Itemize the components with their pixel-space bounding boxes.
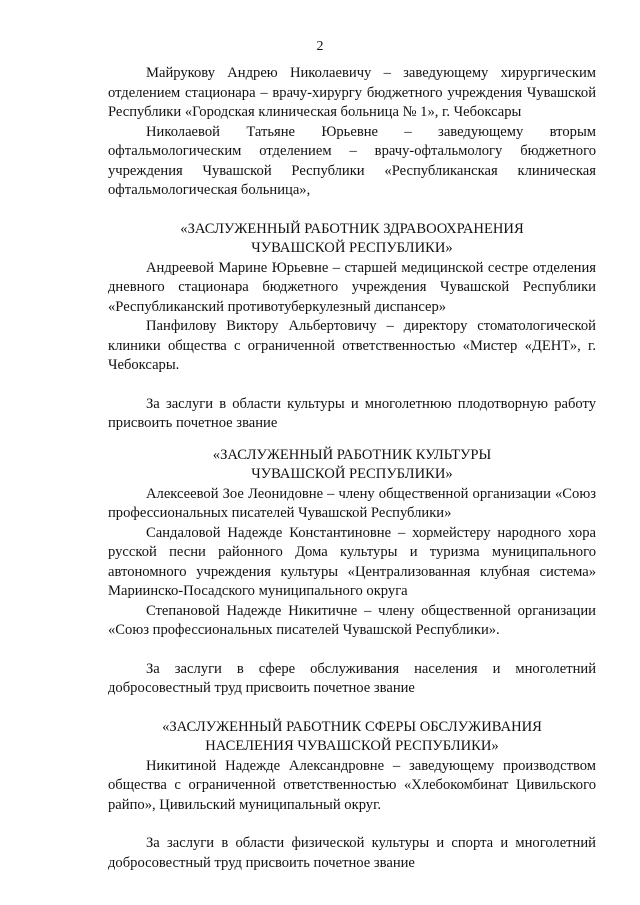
paragraph-andreeva: Андреевой Марине Юрьевне – старшей медицинской сестре отделения дневного стационара бюджетного учреждения Чувашской Республики «Республиканский противотуберкулезный диспансер» bbox=[108, 259, 596, 315]
award-title-line: «ЗАСЛУЖЕННЫЙ РАБОТНИК КУЛЬТУРЫ bbox=[212, 446, 492, 463]
paragraph-services-merits: За заслуги в сфере обслуживания населения и многолетний добросовестный труд присвоить почетное звание bbox=[108, 660, 596, 696]
paragraph-stepanova: Степановой Надежде Никитичне – члену общественной организации «Союз профессиональных писателей Чувашской Республики». bbox=[108, 602, 596, 638]
paragraph-panfilov: Панфилову Виктору Альбертовичу – директору стоматологической клиники общества с ограниченной ответственностью «Мистер «ДЕНТ», г. Чебоксары. bbox=[108, 318, 596, 373]
paragraph-culture-merits: За заслуги в области культуры и многолетнюю плодотворную работу присвоить почетное звание bbox=[108, 395, 596, 431]
award-title-line: ЧУВАШСКОЙ РЕСПУБЛИКИ» bbox=[251, 466, 453, 482]
paragraph-nikitina: Никитиной Надежде Александровне – заведующему производством общества с ограниченной ответственностью «Хлебокомбинат Цивильского райпо», Цивильский муниципальный округ. bbox=[108, 757, 596, 813]
award-title-line: «ЗАСЛУЖЕННЫЙ РАБОТНИК ЗДРАВООХРАНЕНИЯ bbox=[180, 220, 524, 237]
award-title-services bbox=[108, 718, 596, 757]
paragraph-sandalova: Сандаловой Надежде Константиновне – хормейстеру народного хора русской песни районного Дома культуры и туризма муниципального автономного учреждения культуры «Централизованная клубная система» Мариинско-Посадского муниципального округа bbox=[108, 524, 596, 599]
paragraph-alekseeva: Алексеевой Зое Леонидовне – члену общественной организации «Союз профессиональных писателей Чувашской Республики» bbox=[108, 485, 596, 521]
paragraph-mayrukov: Майрукову Андрею Николаевичу – заведующему хирургическим отделением стационара – врачу-хирургу бюджетного учреждения Чувашской Республики «Городская клиническая больница № 1», г. Чебоксары bbox=[108, 65, 596, 120]
award-title-healthcare bbox=[108, 220, 596, 259]
award-title-line: ЧУВАШСКОЙ РЕСПУБЛИКИ» bbox=[251, 240, 453, 256]
paragraph-nikolaeva: Николаевой Татьяне Юрьевне – заведующему вторым офтальмологическим отделением – врачу-офтальмологу бюджетного учреждения Чувашской Республики «Республиканская клиническая офтальмологическая больница», bbox=[108, 123, 596, 198]
award-title-line: «ЗАСЛУЖЕННЫЙ РАБОТНИК СФЕРЫ ОБСЛУЖИВАНИЯ bbox=[162, 718, 542, 735]
page-number: 2 bbox=[316, 39, 324, 54]
document-body bbox=[108, 64, 596, 873]
paragraph-sport-merits: За заслуги в области физической культуры и спорта и многолетний добросовестный труд присвоить почетное звание bbox=[108, 835, 596, 871]
award-title-line: НАСЕЛЕНИЯ ЧУВАШСКОЙ РЕСПУБЛИКИ» bbox=[205, 738, 499, 754]
award-title-culture bbox=[108, 446, 596, 485]
